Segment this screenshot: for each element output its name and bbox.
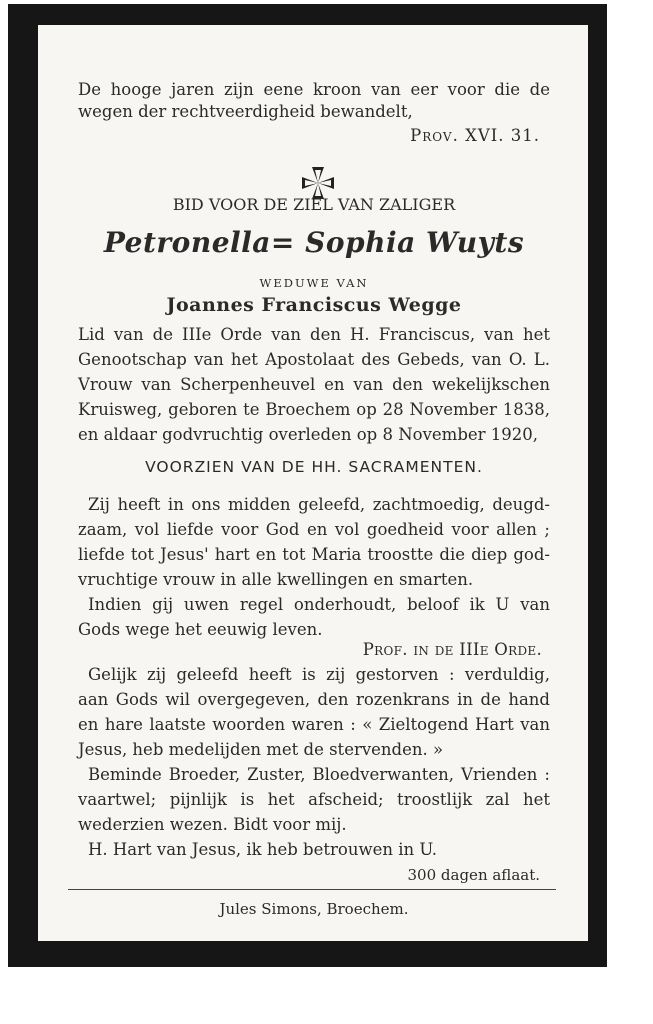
paragraph-1-line-1: Zij heeft in ons midden geleefd, zachtmoedig, deugd- [88,495,550,514]
deceased-name: Petronella= Sophia Wuyts [103,226,525,259]
paragraph-4-line-1: Beminde Broeder, Zuster, Bloedverwanten, Vrienden : [88,765,550,784]
epigraph-line-2: wegen der rechtveerdigheid bewandelt, [78,102,413,121]
sacraments-heading: VOORZIEN VAN DE HH. SACRAMENTEN. [145,458,483,476]
paragraph-2-reference: Prof. in de IIIe Orde. [362,640,542,659]
paragraph-3-line-2: aan Gods wil overgegeven, den rozenkrans in de hand [78,690,550,709]
paragraph-3-line-1: Gelijk zij geleefd heeft is zij gestorven : verduldig, [88,665,550,684]
paragraph-2-line-1: Indien gij uwen regel onderhoudt, beloof ik U van [88,595,550,614]
divider-rule [68,889,556,890]
epigraph-reference: Prov. XVI. 31. [410,126,540,145]
biography-line-1: Lid van de IIIe Orde van den H. Franciscus, van het [78,325,550,344]
memorial-card-border [8,4,607,967]
memorial-card [38,25,588,941]
paragraph-3-line-4: Jesus, heb medelijden met de stervenden. » [78,740,444,759]
biography-line-3: Vrouw van Scherpenheuvel en van den wekelijkschen [78,375,550,394]
paragraph-1-line-4: vruchtige vrouw in alle kwellingen en smarten. [78,570,474,589]
printer-imprint: Jules Simons, Broechem. [219,900,409,918]
prayer-intro: BID VOOR DE ZIEL VAN ZALIGER [172,195,456,214]
paragraph-3-line-3: en hare laatste woorden waren : « Zieltogend Hart van [78,715,550,734]
biography-line-5: en aldaar godvruchtig overleden op 8 November 1920, [78,425,539,444]
indulgence-note: 300 dagen aflaat. [407,866,540,884]
paragraph-2-line-2: Gods wege het eeuwig leven. [78,620,323,639]
paragraph-1-line-3: liefde tot Jesus' hart en tot Maria troostte die diep god- [78,545,550,564]
biography-line-4: Kruisweg, geboren te Broechem op 28 November 1838, [78,400,550,419]
paragraph-4-line-3: wederzien wezen. Bidt voor mij. [78,815,347,834]
invocation: H. Hart van Jesus, ik heb betrouwen in U. [88,840,437,859]
paragraph-4-line-2: vaartwel; pijnlijk is het afscheid; troostlijk zal het [78,790,550,809]
husband-name: Joannes Franciscus Wegge [166,294,462,316]
biography-line-2: Genootschap van het Apostolaat des Gebeds, van O. L. [78,350,550,369]
widow-of-label: WEDUWE VAN [259,276,369,290]
epigraph-line-1: De hooge jaren zijn eene kroon van eer voor die de [78,80,550,99]
paragraph-1-line-2: zaam, vol liefde voor God en vol goedheid voor allen ; [78,520,550,539]
